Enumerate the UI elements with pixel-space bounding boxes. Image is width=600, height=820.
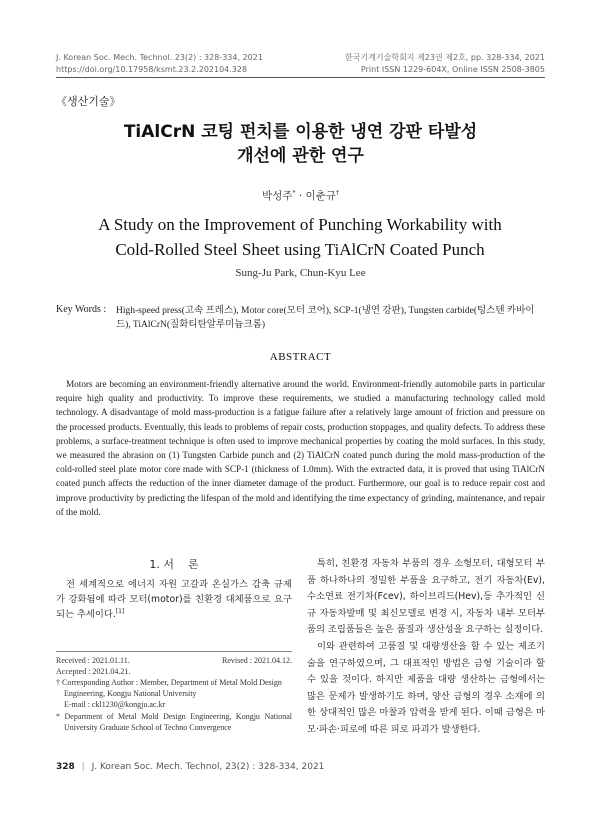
right-paragraph-1: 특히, 친환경 자동차 부품의 경우 소형모터, 대형모터 부품 하나하나의 정밀한 부품을 요구하고, 전기 자동차(Ev), 수소연료 전기차(Fcev), 하이브리드(Hev),등 추가적인 신규 자동차발매 및 최신모델로 변경 시, 자동차 내부 모터부품의 조립품들은 높은 품질과 생산성을 요구하는 실정이다.	[307, 558, 545, 636]
left-paragraph-text: 전 세계적으로 에너지 자원 고갈과 온실가스 감축 규제가 강화됨에 따라 모터(motor)를 친환경 대체품으로 요구되는 추세이다.	[56, 579, 292, 620]
author-ko-1: 박성주	[262, 190, 293, 202]
header-issn: Print ISSN 1229-604X, Online ISSN 2508-3805	[360, 65, 545, 74]
page-number: 328	[56, 762, 75, 772]
section-heading-introduction: 1. 서 론	[149, 558, 199, 571]
left-column-body	[56, 577, 292, 622]
header-rule	[56, 77, 545, 78]
left-paragraph-ref: [1]	[115, 607, 125, 615]
keywords-text: High-speed press(고속 프레스), Motor core(모터 코어), SCP-1(냉연 강판), Tungsten carbide(텅스텐 카바이드), TiAlCrN(질화티탄알루미늄크롬)	[116, 306, 535, 330]
title-korean-line-1: TiAlCrN 코팅 펀치를 이용한 냉연 강판 타발성	[123, 122, 478, 142]
page-footer	[56, 762, 324, 772]
author-ko-2-mark: †	[335, 189, 339, 197]
abstract-paragraph: Motors are becoming an environment-friendly alternative around the world. Environment-friendly automobile parts in particular require high quality and productivity. To improve these requirements, we studied a manufacturing technology called mold technology. A disadvantage of mold mass-production is a fatigue failure after a relatively large amount of friction and pressure on the processed products. Eventually, this leads to problems of repair costs, production stoppages, and quality defects. To address these problems, a surface-treatment technique is often used to improve mechanical properties by coating the mold surfaces. In this study, we measured the abrasion on (1) Tungsten Carbide punch and (2) TiAlCrN coated punch during the mold mass-production of the cold-rolled steel plate motor core made with SCP-1 (thickness of 1.0mm). With the extracted data, it is proved that using TiAlCrN coated punch affects the reduction of the inner diameter damage of the product. Furthermore, our goal is to reduce repair cost and improve productivity by predicting the lifespan of the mold and identifying the time expectancy of grinding, maintenance, and repair of the mold.	[56, 379, 545, 517]
footnote-rule	[56, 651, 292, 652]
right-paragraph-2: 이와 관련하여 고품질 및 대량생산을 할 수 있는 제조기술을 연구하였으며, 그 대표적인 방법은 금형 기술이라 할 수 있을 것이다. 하지만 제품을 대량 생산하는 금형에서는 많은 문제가 발생하기도 하며, 양산 금형의 경우 소재에 의한 상대적인 많은 마찰과 압력을 받게 된다. 이때 금형은 마모·파손·피로에 따른 피로 파괴가 발생한다.	[307, 640, 545, 735]
author-ko-1-mark: *	[292, 189, 296, 197]
footnote-affiliation: * Department of Metal Mold Design Engineering, Kongju National University Graduate School of Techno Convergence	[56, 712, 292, 732]
title-korean-line-2: 개선에 관한 연구	[237, 146, 364, 166]
footer-journal: J. Korean Soc. Mech. Technol, 23(2) : 328-334, 2021	[91, 762, 325, 772]
footnote-email: E-mail : ckl1230@kongju.ac.kr	[64, 700, 166, 709]
footnote-corresponding: † Corresponding Author : Member, Department of Metal Mold Design Engineering, Kongju National University	[56, 678, 282, 698]
footnote-revised: Revised : 2021.04.12.	[222, 656, 292, 665]
header-journal-right: 한국기계기술학회지 제23권 제2호, pp. 328-334, 2021	[344, 53, 545, 62]
authors-english: Sung-Ju Park, Chun-Kyu Lee	[235, 267, 366, 279]
author-ko-separator: ·	[295, 190, 306, 202]
title-english-line-1: A Study on the Improvement of Punching Workability with	[98, 215, 502, 234]
keywords-label: Key Words :	[56, 304, 107, 315]
footer-separator: |	[81, 762, 85, 772]
header-doi: https://doi.org/10.17958/ksmt.23.2.202104.328	[56, 65, 248, 74]
left-paragraph	[56, 577, 292, 622]
header-journal-left: J. Korean Soc. Mech. Technol. 23(2) : 328-334, 2021	[56, 53, 263, 62]
footnote-accepted: Accepted : 2021.04.21.	[56, 667, 131, 676]
abstract-body	[56, 377, 545, 519]
authors-korean	[56, 188, 545, 203]
abstract-heading: ABSTRACT	[269, 351, 332, 363]
title-english-line-2: Cold-Rolled Steel Sheet using TiAlCrN Coated Punch	[115, 240, 485, 259]
title-korean	[56, 120, 545, 168]
title-english	[40, 212, 560, 262]
author-ko-2: 이춘규	[305, 190, 336, 202]
footnote-received: Received : 2021.01.11.	[56, 656, 130, 665]
right-column-body	[307, 556, 545, 739]
category-label: 《생산기술》	[56, 95, 121, 108]
